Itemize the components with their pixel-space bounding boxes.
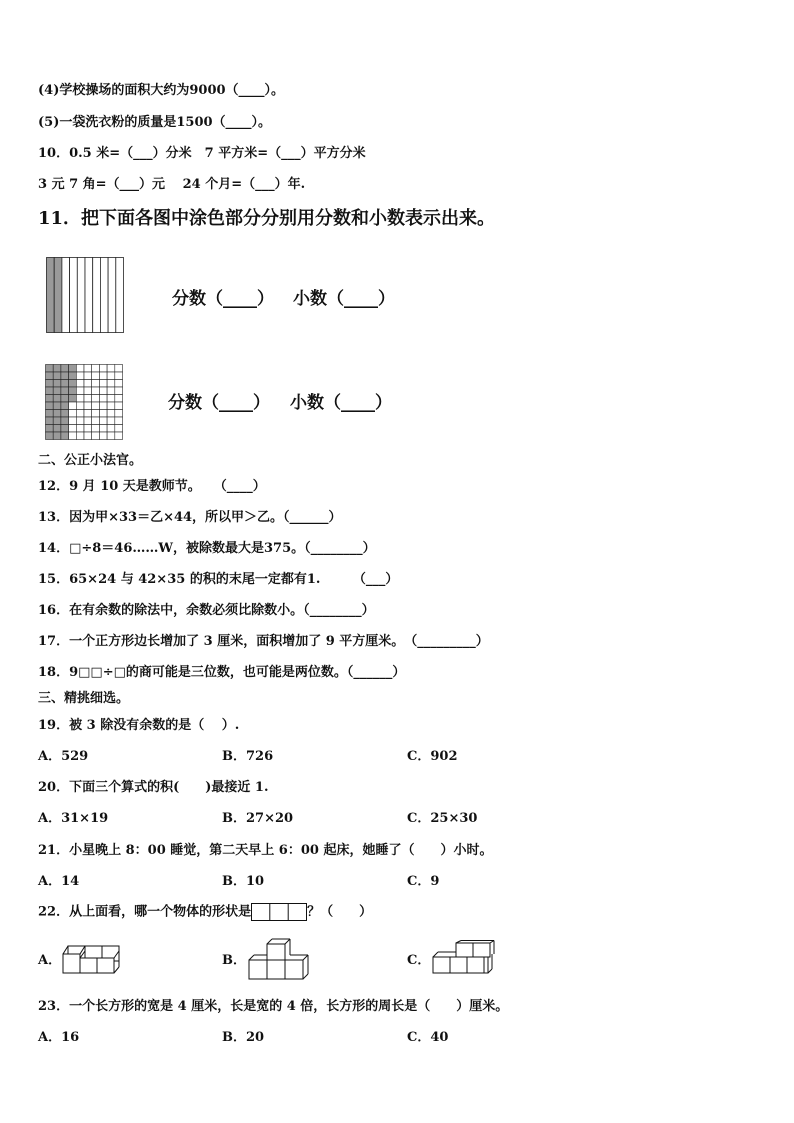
blank-cell <box>99 425 107 433</box>
blank-cell <box>76 387 84 395</box>
shaded-cell <box>46 402 54 410</box>
question-20-option-c: C．25×30 <box>407 811 478 826</box>
blank-cell <box>92 417 100 425</box>
blank-cell <box>92 402 100 410</box>
fig1-decimal-label: 小数（____） <box>293 289 395 309</box>
blank-strip <box>85 258 93 333</box>
shaded-strip <box>47 258 55 333</box>
question-21-stem: 21．小星晚上 8：00 睡觉，第二天早上 6：00 起床，她睡了（ ）小时。 <box>38 843 493 858</box>
shaded-cell <box>61 380 69 388</box>
question-20-option-a: A．31×19 <box>38 811 109 826</box>
shaded-cell <box>61 425 69 433</box>
shaded-cell <box>53 395 61 403</box>
question-21-option-a: A．14 <box>38 874 80 889</box>
blank-cell <box>115 387 123 395</box>
blank-cell <box>115 425 123 433</box>
blank-cell <box>76 365 84 373</box>
blank-cell <box>84 372 92 380</box>
shaded-cell <box>46 380 54 388</box>
question-19-option-b: B．726 <box>222 749 274 764</box>
blank-cell <box>76 410 84 418</box>
question-19-stem: 19．被 3 除没有余数的是（ ）. <box>38 718 240 733</box>
blank-strip <box>100 258 108 333</box>
question-5: (5)一袋洗衣粉的质量是1500（____）。 <box>38 115 272 130</box>
blank-cell <box>99 395 107 403</box>
blank-cell <box>92 380 100 388</box>
blank-cell <box>92 432 100 440</box>
blank-cell <box>115 372 123 380</box>
blank-cell <box>107 402 115 410</box>
shaded-cell <box>46 425 54 433</box>
blank-cell <box>69 417 77 425</box>
shaded-cell <box>46 395 54 403</box>
shaded-cell <box>61 395 69 403</box>
question-22-stem-answer: ？（ ） <box>307 904 373 920</box>
shaded-cell <box>53 387 61 395</box>
blank-cell <box>115 432 123 440</box>
question-23-option-c: C．40 <box>407 1030 449 1045</box>
blank-cell <box>76 380 84 388</box>
blank-cell <box>84 380 92 388</box>
shaded-cell <box>46 417 54 425</box>
blank-cell <box>107 417 115 425</box>
blank-cell <box>76 395 84 403</box>
blank-cell <box>107 380 115 388</box>
cube-figure-b <box>246 938 310 982</box>
shaded-cell <box>46 410 54 418</box>
blank-cell <box>99 410 107 418</box>
blank-cell <box>115 402 123 410</box>
question-23-stem: 23．一个长方形的宽是 4 厘米，长是宽的 4 倍，长方形的周长是（ ）厘米。 <box>38 999 509 1014</box>
blank-cell <box>69 410 77 418</box>
question-10-line2: 3 元 7 角=（___）元 24 个月=（___）年. <box>38 177 306 192</box>
question-21-option-b: B．10 <box>222 874 265 889</box>
blank-cell <box>84 365 92 373</box>
shaded-cell <box>53 417 61 425</box>
question-22-option-a: A． <box>38 953 62 968</box>
shaded-cell <box>69 372 77 380</box>
figure-striped-rectangle <box>46 257 124 333</box>
blank-cell <box>107 387 115 395</box>
cube-figure-c <box>431 940 495 976</box>
question-20-option-b: B．27×20 <box>222 811 294 826</box>
question-14: 14．□÷8＝46……W，被除数最大是375。（________） <box>38 541 376 556</box>
shaded-cell <box>61 402 69 410</box>
question-18: 18．9□□÷□的商可能是三位数，也可能是两位数。（______） <box>38 665 406 680</box>
blank-cell <box>107 372 115 380</box>
fig2-fraction-label: 分数（____） <box>168 393 270 413</box>
blank-cell <box>76 372 84 380</box>
figure-hundred-grid <box>45 364 123 440</box>
blank-cell <box>99 365 107 373</box>
blank-strip <box>70 258 78 333</box>
shaded-cell <box>53 365 61 373</box>
blank-cell <box>92 372 100 380</box>
question-4: (4)学校操场的面积大约为9000（____）。 <box>38 83 285 98</box>
top-view-shape-figure <box>251 903 307 921</box>
blank-cell <box>92 387 100 395</box>
blank-cell <box>69 402 77 410</box>
question-23-option-a: A．16 <box>38 1030 80 1045</box>
blank-cell <box>92 395 100 403</box>
shaded-cell <box>46 387 54 395</box>
shaded-cell <box>53 410 61 418</box>
shaded-cell <box>46 365 54 373</box>
blank-strip <box>62 258 70 333</box>
blank-strip <box>77 258 85 333</box>
blank-cell <box>115 395 123 403</box>
blank-cell <box>92 410 100 418</box>
blank-strip <box>108 258 116 333</box>
blank-cell <box>84 432 92 440</box>
shaded-strip <box>54 258 62 333</box>
blank-cell <box>107 395 115 403</box>
blank-cell <box>107 425 115 433</box>
question-17: 17．一个正方形边长增加了 3 厘米，面积增加了 9 平方厘米。 （_________） <box>38 634 489 649</box>
fig2-decimal-label: 小数（____） <box>290 393 392 413</box>
question-10-line1: 10．0.5 米=（___）分米 7 平方米=（___）平方分米 <box>38 146 366 161</box>
shaded-cell <box>69 387 77 395</box>
blank-cell <box>99 380 107 388</box>
cube-figure-a <box>62 945 120 975</box>
question-19-option-c: C．902 <box>407 749 458 764</box>
shaded-cell <box>61 432 69 440</box>
shaded-cell <box>53 425 61 433</box>
blank-cell <box>92 365 100 373</box>
blank-cell <box>115 417 123 425</box>
blank-strip <box>116 258 124 333</box>
shaded-cell <box>53 372 61 380</box>
blank-cell <box>69 425 77 433</box>
question-22-option-c: C． <box>407 953 431 968</box>
shaded-cell <box>53 432 61 440</box>
question-12: 12．9 月 10 天是教师节。 （____） <box>38 479 266 494</box>
shaded-cell <box>46 372 54 380</box>
question-22-stem-text: 22．从上面看，哪一个物体的形状是 <box>38 904 252 920</box>
blank-cell <box>84 417 92 425</box>
blank-cell <box>115 380 123 388</box>
shaded-cell <box>69 395 77 403</box>
shaded-cell <box>53 402 61 410</box>
blank-cell <box>107 365 115 373</box>
question-20-stem: 20．下面三个算式的积( )最接近 1. <box>38 780 269 795</box>
blank-cell <box>107 410 115 418</box>
blank-cell <box>76 402 84 410</box>
question-15: 15．65×24 与 42×35 的积的末尾一定都有1. （___） <box>38 572 399 587</box>
blank-cell <box>99 432 107 440</box>
question-22-stem <box>38 903 372 922</box>
blank-cell <box>115 365 123 373</box>
blank-cell <box>92 425 100 433</box>
question-23-option-b: B．20 <box>222 1030 265 1045</box>
question-21-option-c: C．9 <box>407 874 440 889</box>
blank-cell <box>107 432 115 440</box>
shaded-cell <box>61 387 69 395</box>
blank-cell <box>69 432 77 440</box>
question-22-option-b: B． <box>222 953 246 968</box>
question-19-option-a: A．529 <box>38 749 89 764</box>
blank-strip <box>93 258 101 333</box>
question-11-title: 11．把下面各图中涂色部分分别用分数和小数表示出来。 <box>38 208 496 229</box>
blank-cell <box>99 387 107 395</box>
blank-cell <box>76 417 84 425</box>
blank-cell <box>76 425 84 433</box>
shaded-cell <box>69 365 77 373</box>
shaded-cell <box>53 380 61 388</box>
blank-cell <box>84 410 92 418</box>
shaded-cell <box>61 417 69 425</box>
blank-cell <box>84 425 92 433</box>
blank-cell <box>99 402 107 410</box>
shaded-cell <box>61 365 69 373</box>
blank-cell <box>115 410 123 418</box>
blank-cell <box>99 372 107 380</box>
section-2-heading: 二、公正小法官。 <box>38 453 143 468</box>
blank-cell <box>84 387 92 395</box>
shaded-cell <box>61 372 69 380</box>
blank-cell <box>76 432 84 440</box>
question-13: 13．因为甲×33＝乙×44，所以甲＞乙。（______） <box>38 510 342 525</box>
blank-cell <box>84 395 92 403</box>
fig1-fraction-label: 分数（____） <box>172 289 274 309</box>
blank-cell <box>99 417 107 425</box>
question-16: 16．在有余数的除法中，余数必须比除数小。（________） <box>38 603 375 618</box>
blank-cell <box>84 402 92 410</box>
section-3-heading: 三、精挑细选。 <box>38 691 130 706</box>
shaded-cell <box>69 380 77 388</box>
shaded-cell <box>61 410 69 418</box>
shaded-cell <box>46 432 54 440</box>
